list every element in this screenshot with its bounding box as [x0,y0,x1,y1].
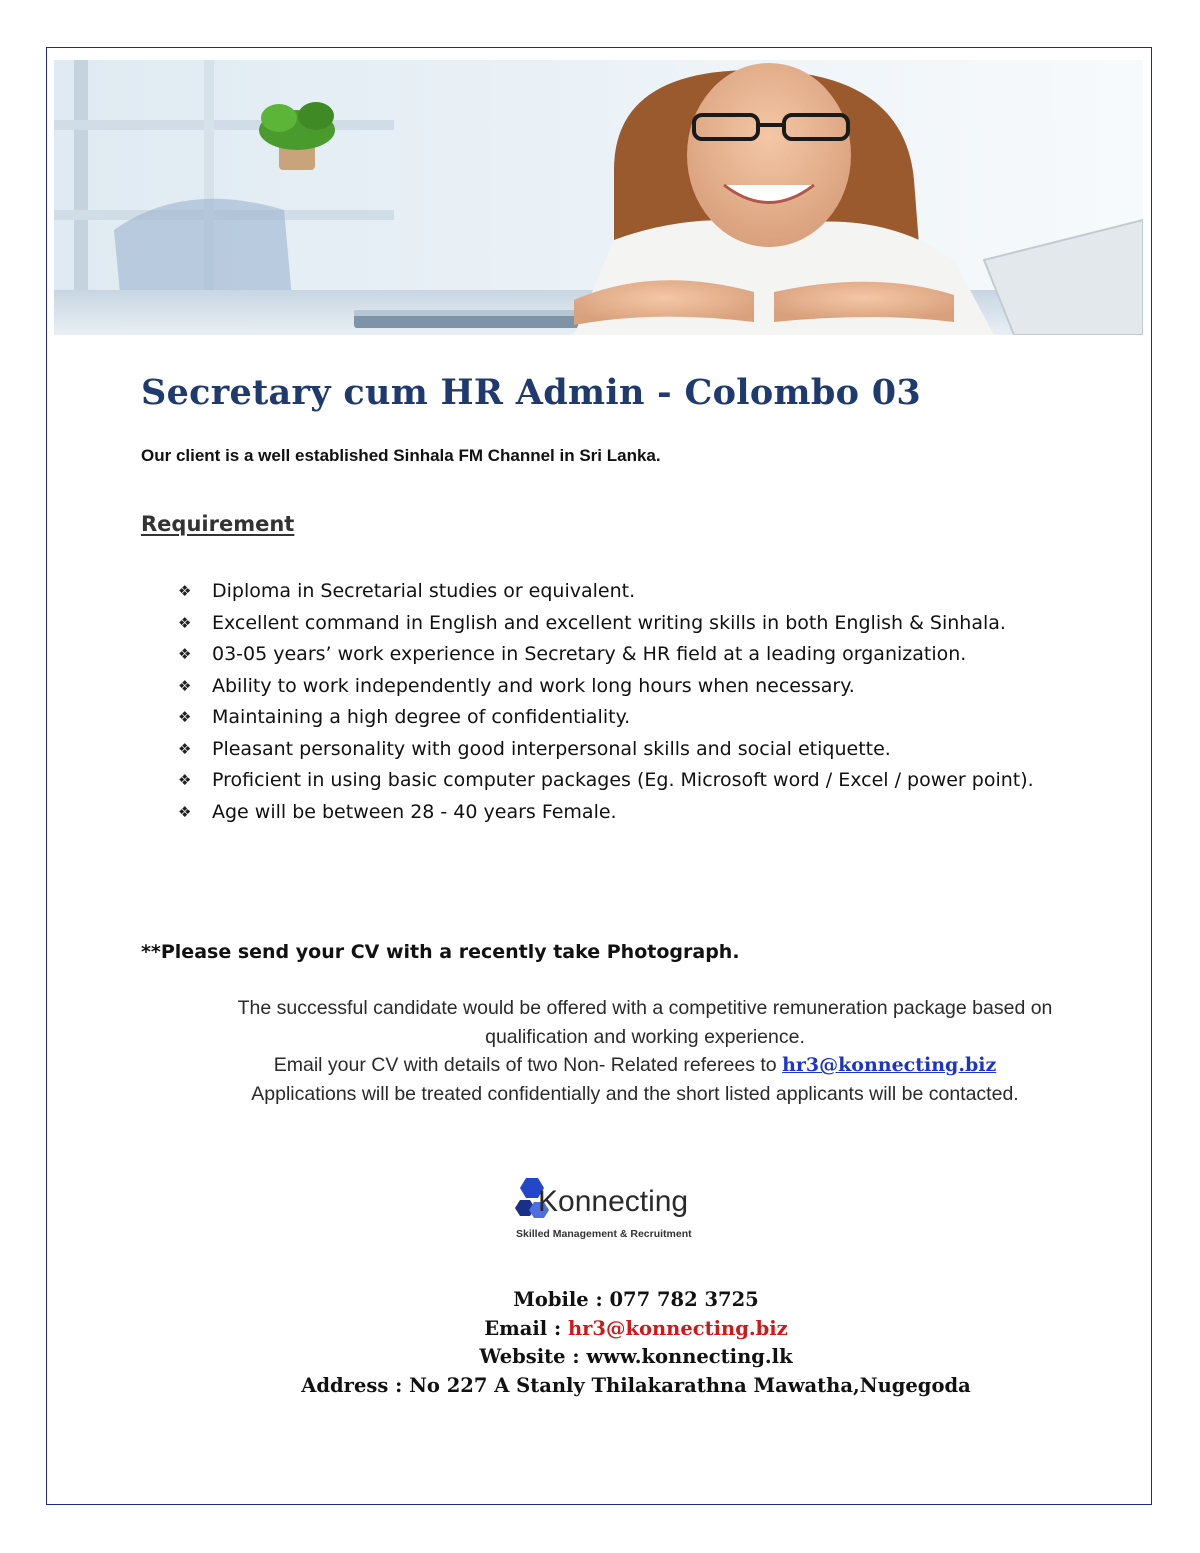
requirement-heading: Requirement [141,512,295,536]
client-intro: Our client is a well established Sinhala FM Channel in Sri Lanka. [141,446,661,465]
diamond-bullet-icon: ❖ [178,739,192,758]
konnecting-logo [508,1170,738,1245]
email-link[interactable]: hr3@konnecting.biz [782,1054,997,1077]
contact-block [200,1286,1072,1400]
diamond-bullet-icon: ❖ [178,802,192,821]
contact-website: Website : www.konnecting.lk [479,1345,793,1368]
remuneration-text: The successful candidate would be offered with a competitive remuneration package based on qualification and working experience. [237,997,1053,1048]
office-woman-illustration [54,60,1143,335]
confidential-text: Applications will be treated confidentially and the short listed applicants will be contacted. [251,1083,1019,1106]
requirement-list [178,576,1058,828]
email-instruction: Email your CV with details of two Non- Related referees to hr3@konnecting.biz [273,1054,997,1077]
contact-email-value[interactable]: hr3@konnecting.biz [567,1316,788,1340]
logo-wordmark: Konnecting [538,1185,689,1218]
hero-photo [54,60,1143,335]
job-title: Secretary cum HR Admin - Colombo 03 [141,372,922,413]
diamond-bullet-icon: ❖ [178,613,192,632]
list-item: ❖ Diploma in Secretarial studies or equivalent. [178,576,1058,608]
diamond-bullet-icon: ❖ [178,582,192,600]
diamond-bullet-icon: ❖ [178,645,192,663]
diamond-bullet-icon: ❖ [178,771,192,789]
list-item: ❖ Pleasant personality with good interpersonal skills and social etiquette. [178,734,1058,766]
list-item: ❖ Ability to work independently and work long hours when necessary. [178,671,1058,703]
list-item: ❖ 03-05 years’ work experience in Secretary & HR field at a leading organization. [178,639,1058,671]
cv-photo-note: **Please send your CV with a recently take Photograph. [141,941,740,963]
list-item: ❖ Excellent command in English and excellent writing skills in both English & Sinhala. [178,608,1058,640]
application-details [150,994,1120,1109]
diamond-bullet-icon: ❖ [178,676,192,695]
logo-tagline: Skilled Management & Recruitment [516,1228,692,1240]
contact-website-value[interactable]: www.konnecting.lk [586,1345,793,1368]
hexagon-logo-icon [508,1170,738,1245]
diamond-bullet-icon: ❖ [178,708,192,726]
contact-mobile: Mobile : 077 782 3725 [513,1288,759,1311]
contact-address: Address : No 227 A Stanly Thilakarathna Mawatha,Nugegoda [301,1373,971,1397]
list-item: ❖ Age will be between 28 - 40 years Female. [178,797,1058,829]
list-item: ❖ Proficient in using basic computer packages (Eg. Microsoft word / Excel / power point). [178,765,1058,797]
list-item: ❖ Maintaining a high degree of confidentiality. [178,702,1058,734]
contact-email: Email : hr3@konnecting.biz [484,1316,788,1340]
